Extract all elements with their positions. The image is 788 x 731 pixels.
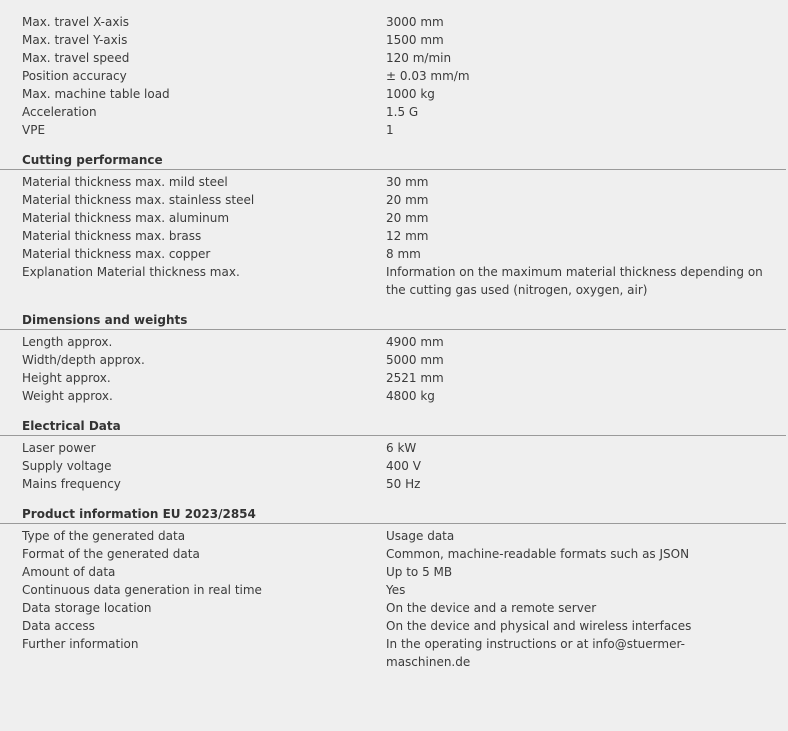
spec-row [0, 387, 788, 405]
spec-label: Mains frequency [22, 477, 121, 491]
spec-value: 6 kW [386, 441, 417, 455]
spec-label: Further information [22, 637, 139, 651]
spec-row [0, 227, 788, 245]
spec-row [0, 173, 788, 191]
spec-label: Supply voltage [22, 459, 112, 473]
spec-row [0, 85, 788, 103]
spec-value: 30 mm [386, 175, 429, 189]
spec-label: Max. travel speed [22, 51, 130, 65]
spec-section [0, 416, 788, 493]
spec-label: Max. travel Y-axis [22, 33, 128, 47]
spec-row [0, 13, 788, 31]
spec-value: 12 mm [386, 229, 429, 243]
spec-label: Material thickness max. stainless steel [22, 193, 255, 207]
spec-value: 2521 mm [386, 371, 444, 385]
spec-value: 4800 kg [386, 389, 435, 403]
spec-row [0, 49, 788, 67]
spec-section [0, 310, 788, 405]
spec-row [0, 617, 788, 635]
section-title: Product information EU 2023/2854 [0, 504, 786, 524]
spec-label: Material thickness max. copper [22, 247, 211, 261]
spec-section [0, 504, 788, 671]
spec-value: 1500 mm [386, 33, 444, 47]
spec-row [0, 31, 788, 49]
spec-value: 50 Hz [386, 477, 421, 491]
spec-row [0, 527, 788, 545]
spec-value: 120 m/min [386, 51, 452, 65]
spec-row [0, 439, 788, 457]
spec-value: 8 mm [386, 247, 421, 261]
spec-label: Explanation Material thickness max. [22, 265, 240, 279]
spec-value: 400 V [386, 459, 421, 473]
spec-value: ± 0.03 mm/m [386, 69, 470, 83]
spec-value: 20 mm [386, 211, 429, 225]
spec-label: Length approx. [22, 335, 113, 349]
spec-row [0, 263, 788, 299]
spec-row [0, 191, 788, 209]
spec-label: Format of the generated data [22, 547, 200, 561]
spec-value: 1000 kg [386, 87, 435, 101]
spec-row [0, 563, 788, 581]
spec-row [0, 475, 788, 493]
spec-label: Data access [22, 619, 95, 633]
section-title: Dimensions and weights [0, 310, 786, 330]
spec-label: Data storage location [22, 601, 152, 615]
spec-label: Weight approx. [22, 389, 113, 403]
spec-table [0, 13, 788, 671]
spec-value: 1 [386, 123, 394, 137]
spec-section [0, 13, 788, 139]
spec-value: 4900 mm [386, 335, 444, 349]
spec-row [0, 333, 788, 351]
spec-label: Max. travel X-axis [22, 15, 130, 29]
spec-label: Material thickness max. brass [22, 229, 202, 243]
spec-row [0, 635, 788, 671]
spec-value: 20 mm [386, 193, 429, 207]
spec-value: Up to 5 MB [386, 565, 453, 579]
spec-row [0, 369, 788, 387]
spec-row [0, 67, 788, 85]
spec-row [0, 245, 788, 263]
spec-section [0, 150, 788, 299]
spec-label: Position accuracy [22, 69, 127, 83]
spec-label: Material thickness max. aluminum [22, 211, 230, 225]
spec-label: Continuous data generation in real time [22, 583, 262, 597]
spec-value: 1.5 G [386, 105, 419, 119]
spec-label: Acceleration [22, 105, 97, 119]
spec-value: On the device and a remote server [386, 601, 597, 615]
spec-label: Max. machine table load [22, 87, 170, 101]
spec-value: On the device and physical and wireless interfaces [386, 619, 692, 633]
spec-label: Amount of data [22, 565, 116, 579]
spec-value: 5000 mm [386, 353, 444, 367]
spec-row [0, 581, 788, 599]
spec-row [0, 103, 788, 121]
spec-label: Material thickness max. mild steel [22, 175, 228, 189]
spec-row [0, 599, 788, 617]
section-title: Electrical Data [0, 416, 786, 436]
spec-row [0, 545, 788, 563]
spec-label: Height approx. [22, 371, 111, 385]
spec-value: Yes [386, 583, 406, 597]
spec-label: Laser power [22, 441, 96, 455]
spec-label: Type of the generated data [22, 529, 186, 543]
section-title: Cutting performance [0, 150, 786, 170]
spec-label: VPE [22, 123, 46, 137]
spec-value: Usage data [386, 529, 455, 543]
spec-value: Information on the maximum material thickness depending on the cutting gas used (nitrogen, oxygen, air) [386, 265, 763, 297]
spec-value: In the operating instructions or at info@stuermer-maschinen.de [386, 637, 685, 669]
spec-row [0, 209, 788, 227]
spec-value: Common, machine-readable formats such as JSON [386, 547, 690, 561]
spec-row [0, 351, 788, 369]
spec-row [0, 121, 788, 139]
spec-row [0, 457, 788, 475]
spec-value: 3000 mm [386, 15, 444, 29]
spec-label: Width/depth approx. [22, 353, 145, 367]
